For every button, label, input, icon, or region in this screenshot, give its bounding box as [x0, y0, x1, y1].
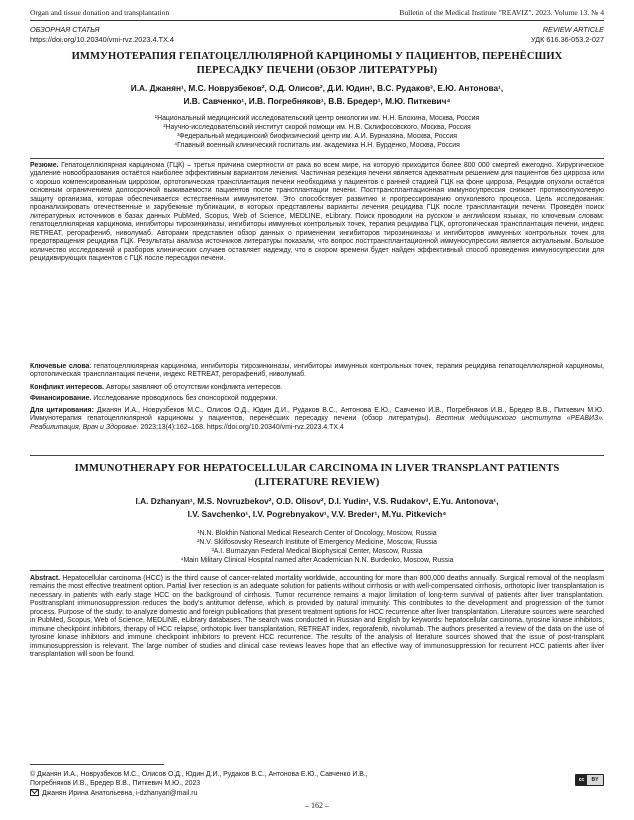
abstract-en	[30, 575, 604, 660]
divider-ru-bottom	[30, 455, 604, 456]
citation-ru-journal: Вестник медицинского института «РЕАВИЗ». Реабилитация, Врач и Здоровье.	[30, 415, 604, 431]
contact-text: Джанян Ирина Анатольевна, i-dzhanyan@mail.ru	[42, 790, 198, 797]
funding-ru-text: Исследование проводилось без спонсорской поддержки.	[91, 395, 278, 402]
footnote-rule	[30, 764, 164, 765]
title-en	[30, 462, 604, 489]
affiliation-ru-1: ¹Национальный медицинский исследовательский центр онкологии им. Н.Н. Блохина, Москва, Россия	[154, 115, 480, 122]
title-ru-line2: ПЕРЕСАДКУ ПЕЧЕНИ (ОБЗОР ЛИТЕРАТУРЫ)	[196, 64, 438, 76]
affiliation-en-3: ³A.I. Burnazyan Federal Medical Biophysical Center, Moscow, Russia	[211, 548, 423, 555]
affiliation-en-4: ⁴Main Military Clinical Hospital named after Academician N.N. Burdenko, Moscow, Russia	[180, 557, 454, 564]
abstract-ru	[30, 162, 604, 263]
copyright-line2: Погребняков И.В., Бредер В.В., Питкевич М.Ю., 2023	[30, 780, 201, 787]
abstract-ru-label: Резюме.	[30, 162, 59, 169]
abstract-ru-text: Гепатоцеллюлярная карцинома (ГЦК) – третья причина смертности от рака во всем мире, на которую приходится более 800 000 смертей ежегодно. Хирургическое удаление новообразования остаётся наиболее эффективным вариантом лечения. Частичная резекция печени является адекватным решением для пациентов без цирроза или с хорошо компенсированным циррозом, ортотопическая трансплантация печени необходима у пациентов с ранней стадией ГЦК на фоне цирроза. Рецидив опухоли остаётся основным ограничением долгосрочной выживаемости пациентов после трансплантации печени. Посттрансплантационная иммуносупрессия снижает противоопухолевую защиту организма, которая обеспечивается естественным иммунитетом. Это способствует развитию и прогрессированию опухолевого процесса. Цель исследования: проанализировать отечественные и зарубежные публикации, в которых представлены варианты лечения рецидива ГЦК после трансплантации печени. Проведён поиск литературных источников в базах данных PubMed, Scopus, Web of Science, MEDLINE, eLibrary. Поиск проводили на русском и английском языках, по ключевым словам: гепатоцеллюлярная карцинома, ингибиторы тирозинкиназы, ингибиторы иммунных контрольных точек, терапия рецидива ГЦК, ортотопическая трансплантация печени, индекс RETREAT, регорафениб, ниволумаб. Авторами представлен обзор данных о применении ингибиторов тирозинкиназы и ингибиторов иммунных контрольных точек для предотвращения рецидива ГЦК. Результаты анализа источников литературы показали, что вопрос посттрансплантационной иммуносупрессии является актуальным. Большое количество исследований и разборов клинических случаев оставляет надежду, что в скором времени будет найден эффективный способ проведения иммуносупрессии для рецидивирующих пациентов с ГЦК после пересадки печени.	[30, 162, 604, 262]
cc-badge-right: BY	[591, 777, 599, 783]
title-en-line1: IMMUNOTHERAPY FOR HEPATOCELLULAR CARCINOMA IN LIVER TRANSPLANT PATIENTS	[74, 463, 560, 474]
authors-ru-line2: И.В. Савченко¹, И.В. Погребняков¹, В.В. Бредер¹, М.Ю. Питкевич⁴	[183, 96, 451, 106]
abstract-en-label: Abstract.	[30, 575, 61, 582]
running-header	[30, 6, 604, 19]
header-journal: Bulletin of the Medical Institute "REAVIZ". 2023. Volume 13. № 4	[399, 8, 604, 17]
udc-code: УДК 616.36-053.2-027	[530, 35, 604, 44]
conflict-ru-label: Конфликт интересов.	[30, 384, 105, 391]
article-type-en: REVIEW ARTICLE	[542, 25, 604, 34]
keywords-ru	[30, 363, 604, 380]
affiliation-ru-3: ³Федеральный медицинский биофизический центр им. А.И. Бурназяна, Москва, Россия	[176, 133, 458, 140]
title-ru-line1: ИММУНОТЕРАПИЯ ГЕПАТОЦЕЛЛЮЛЯРНОЙ КАРЦИНОМЫ У ПАЦИЕНТОВ, ПЕРЕНЁСШИХ	[71, 51, 563, 62]
authors-en-line1: I.A. Dzhanyan¹, M.S. Novruzbekov², O.D. Olisov², D.I. Yudin¹, V.S. Rudakov³, E.Yu. Antonova¹,	[135, 496, 499, 506]
divider-ru-top	[30, 158, 604, 159]
title-ru	[30, 50, 604, 77]
authors-ru	[30, 82, 604, 108]
authors-en	[30, 495, 604, 521]
doi-row	[30, 35, 604, 44]
affiliation-en-2: ²N.V. Sklifosovsky Research Institute of Emergency Medicine, Moscow, Russia	[197, 539, 437, 546]
affiliations-en	[30, 529, 604, 565]
citation-ru-tail: 2023;13(4):162–168. https://doi.org/10.20340/vmi-rvz.2023.4.TX.4	[138, 423, 344, 431]
abstract-en-text: Hepatocellular carcinoma (HCC) is the third cause of cancer-related mortality worldwide, accounting for more than 800,000 deaths annually. Surgical removal of the neoplasm remains the most effective treatment option. Partial liver resection is an adequate solution for patients without cirrhosis or with well-compensated cirrhosis, orthotopic liver transplantation is necessary in patients with early stage HCC on the background of cirrhosis. Tumor recurrence remains a major limitation of long-term survival of patients after liver transplantation. Posttransplant immunosuppression reduces the body's antitumor defense, which is provided by natural immunity. This contributes to the development and progression of the tumor process. Purpose of the study: to analyze domestic and foreign publications that present treatment options for HCC recurrence after liver transplantation. Literature sources were searched in PubMed, Scopus, Web of Science, MEDLINE, eLibrary databases. The search was conducted in Russian and English by keywords: hepatocellular carcinoma, tyrosine kinase inhibitors, immune checkpoint inhibitors, therapy of HCC relapse, orthotopic liver transplantation, RETREAT index, regorafenib, nivolumab. The authors presented a review of the data on the use of tyrosine kinase inhibitors and immune checkpoint inhibitors to prevent HCC recurrence. The results of the analysis of literature sources showed that the issue of post-transplant immunosuppression is relevant. The large number of studies and clinical case reviews leaves hope that an effective way of immunosuppression for recurrent HCC patients after liver transplantation will soon be found.	[30, 575, 604, 659]
conflict-ru-text: Авторы заявляют об отсутствии конфликта интересов.	[104, 384, 283, 391]
affiliation-ru-4: ⁴Главный военный клинический госпиталь им. академика Н.Н. Бурденко, Москва, Россия	[174, 142, 460, 149]
affiliation-en-1: ¹N.N. Blokhin National Medical Research Center of Oncology, Moscow, Russia	[197, 530, 437, 537]
article-type-row	[30, 25, 604, 34]
affiliation-ru-2: ²Научно-исследовательский институт скорой помощи им. Н.В. Склифосовского, Москва, Россия	[163, 124, 471, 131]
header-section: Organ and tissue donation and transplantation	[30, 8, 170, 17]
keywords-ru-text: : гепатоцеллюлярная карцинома, ингибиторы тирозинкиназы, ингибиторы иммунных контрольных точек, терапия рецидива гепатоцеллюлярной карциномы, ортотопическая трансплантация печени, индекс RETREAT, регорафениб, ниволумаб.	[30, 363, 604, 379]
keywords-ru-label: Ключевые слова	[30, 363, 90, 370]
citation-ru-label: Для цитирования:	[30, 407, 94, 414]
doi-link[interactable]: https://doi.org/10.20340/vmi-rvz.2023.4.TX.4	[30, 35, 174, 44]
title-en-line2: (LITERATURE REVIEW)	[254, 476, 380, 488]
header-rule	[30, 20, 604, 21]
funding-ru-label: Финансирование.	[30, 395, 92, 402]
affiliations-ru	[30, 114, 604, 150]
funding-ru	[30, 395, 604, 403]
citation-ru	[30, 407, 604, 432]
cc-license-badge[interactable]	[575, 774, 604, 786]
copyright-line1: © Джанян И.А., Новрузбеков М.С., Олисов О.Д., Юдин Д.И., Рудаков В.С., Антонова Е.Ю., Савченко И.В.,	[30, 771, 368, 778]
conflict-ru	[30, 384, 604, 392]
authors-en-line2: I.V. Savchenko¹, I.V. Pogrebnyakov¹, V.V. Breder¹, M.Yu. Pitkevich⁴	[187, 509, 447, 519]
divider-en-top	[30, 570, 604, 571]
contact-line	[30, 788, 604, 798]
cc-badge-left: cc	[576, 775, 587, 785]
envelope-icon	[30, 789, 39, 796]
citation-ru-text: Джанян И.А., Новрузбеков М.С., Олисов О.Д., Юдин Д.И., Рудаков В.С., Антонова Е.Ю., Савченко И.В., Погребняков И.В., Бредер В.В., Питкевич М.Ю. Иммунотерапия гепатоцеллюлярной карциномы у пациентов, перенёсших пересадку печени (обзор литературы).	[30, 407, 604, 423]
article-type-ru: ОБЗОРНАЯ СТАТЬЯ	[30, 25, 100, 34]
footer-notes	[30, 770, 604, 798]
page-number: – 162 –	[305, 801, 329, 810]
authors-ru-line1: И.А. Джанян¹, М.С. Новрузбеков², О.Д. Олисов², Д.И. Юдин¹, В.С. Рудаков³, Е.Ю. Антонова¹,	[130, 83, 504, 93]
